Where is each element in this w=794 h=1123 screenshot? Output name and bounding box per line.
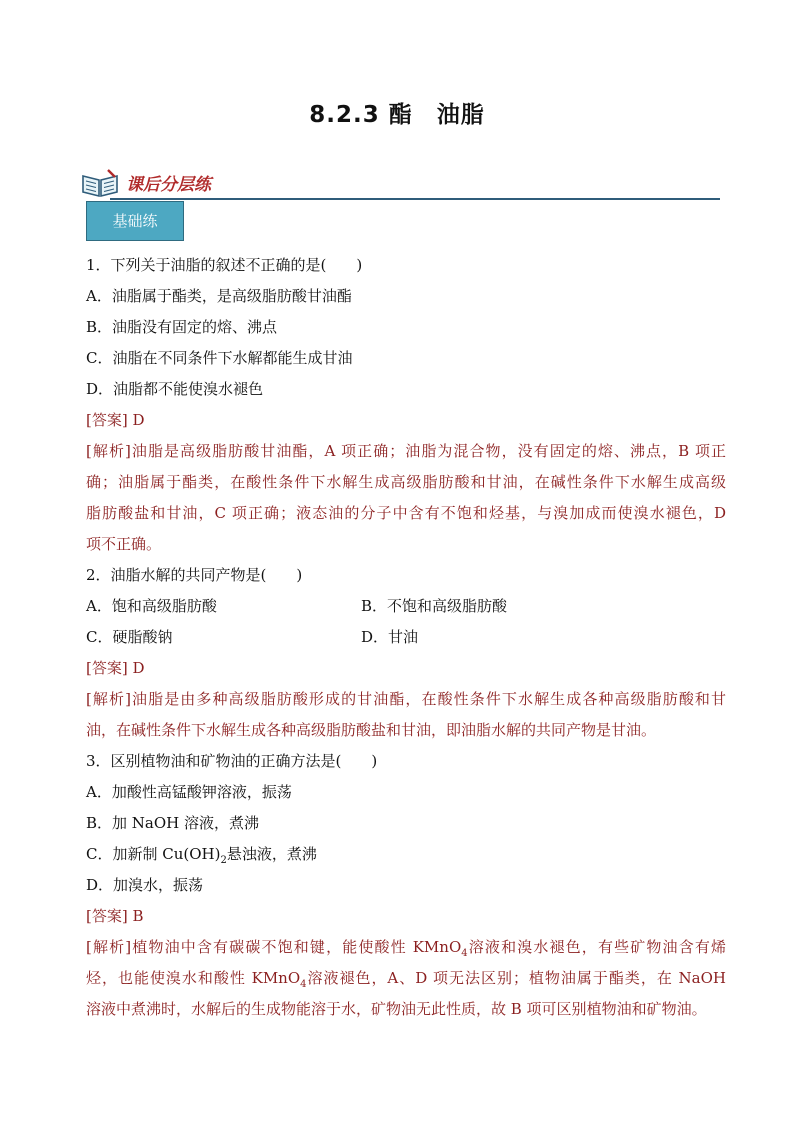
subscript: 4 (461, 948, 468, 959)
question-1 (86, 250, 726, 560)
subscript: 2 (220, 855, 227, 866)
explanation-line (86, 963, 726, 994)
section-header (80, 164, 720, 200)
option-a: A．饱和高级脂肪酸 (86, 597, 217, 615)
answer: [答案] D (86, 411, 145, 429)
explanation-line: 项不正确。 (86, 535, 162, 553)
question-stem: 1．下列关于油脂的叙述不正确的是( ) (86, 256, 363, 274)
book-icon (80, 168, 120, 198)
explanation-line: 确；油脂属于酯类，在酸性条件下水解生成高级脂肪酸和甘油，在碱性条件下水解生成高级 (86, 473, 726, 491)
option-b: B．油脂没有固定的熔、沸点 (86, 318, 278, 336)
explanation-line: 溶液中煮沸时，水解后的生成物能溶于水，矿物油无此性质，故 B 项可区别植物油和矿物油。 (86, 1000, 707, 1018)
option-c: C．油脂在不同条件下水解都能生成甘油 (86, 349, 353, 367)
explanation-text: 溶液和溴水褪色，有些矿物油含有烯 (467, 938, 726, 956)
option-a: A．油脂属于酯类，是高级脂肪酸甘油酯 (86, 287, 352, 305)
question-stem: 3．区别植物油和矿物油的正确方法是( ) (86, 752, 378, 770)
option-a: A．加酸性高锰酸钾溶液，振荡 (86, 783, 292, 801)
option-row (86, 622, 726, 653)
subscript: 4 (300, 979, 307, 990)
option-d: D．加溴水，振荡 (86, 876, 204, 894)
option-c-text: C．加新制 Cu(OH) (86, 845, 221, 863)
explanation-line (86, 932, 726, 963)
explanation-text: [解析]植物油中含有碳碳不饱和键，能使酸性 KMnO (86, 938, 462, 956)
option-row (86, 591, 726, 622)
option-b: B．加 NaOH 溶液，煮沸 (86, 814, 260, 832)
option-c: C．硬脂酸钠 (86, 628, 173, 646)
explanation-text: 烃，也能使溴水和酸性 KMnO (86, 969, 301, 987)
question-2 (86, 560, 726, 746)
section-rule (110, 198, 720, 200)
answer: [答案] D (86, 659, 145, 677)
option-d: D．油脂都不能使溴水褪色 (86, 380, 264, 398)
page-title: 8.2.3 酯 油脂 (309, 102, 485, 128)
question-3 (86, 746, 726, 1025)
explanation-line: 油，在碱性条件下水解生成各种高级脂肪酸盐和甘油，即油脂水解的共同产物是甘油。 (86, 721, 657, 739)
explanation-line: [解析]油脂是高级脂肪酸甘油酯，A 项正确；油脂为混合物，没有固定的熔、沸点，B 项正 (86, 442, 726, 460)
answer: [答案] B (86, 907, 144, 925)
explanation-line: [解析]油脂是由多种高级脂肪酸形成的甘油酯，在酸性条件下水解生成各种高级脂肪酸和甘 (86, 690, 726, 708)
question-stem: 2．油脂水解的共同产物是( ) (86, 566, 303, 584)
question-list (86, 250, 726, 1025)
explanation-text: 溶液褪色，A、D 项无法区别；植物油属于酯类，在 NaOH (306, 969, 727, 987)
option-c-text: 悬浊液，煮沸 (226, 845, 317, 863)
explanation-line: 脂肪酸盐和甘油，C 项正确；液态油的分子中含有不饱和烃基，与溴加成而使溴水褪色，D (86, 504, 726, 522)
option-b: B．不饱和高级脂肪酸 (361, 597, 508, 615)
section-name: 课后分层练 (126, 175, 211, 195)
option-d: D．甘油 (361, 628, 419, 646)
tab-basic-practice: 基础练 (86, 201, 184, 241)
option-c (86, 839, 726, 870)
